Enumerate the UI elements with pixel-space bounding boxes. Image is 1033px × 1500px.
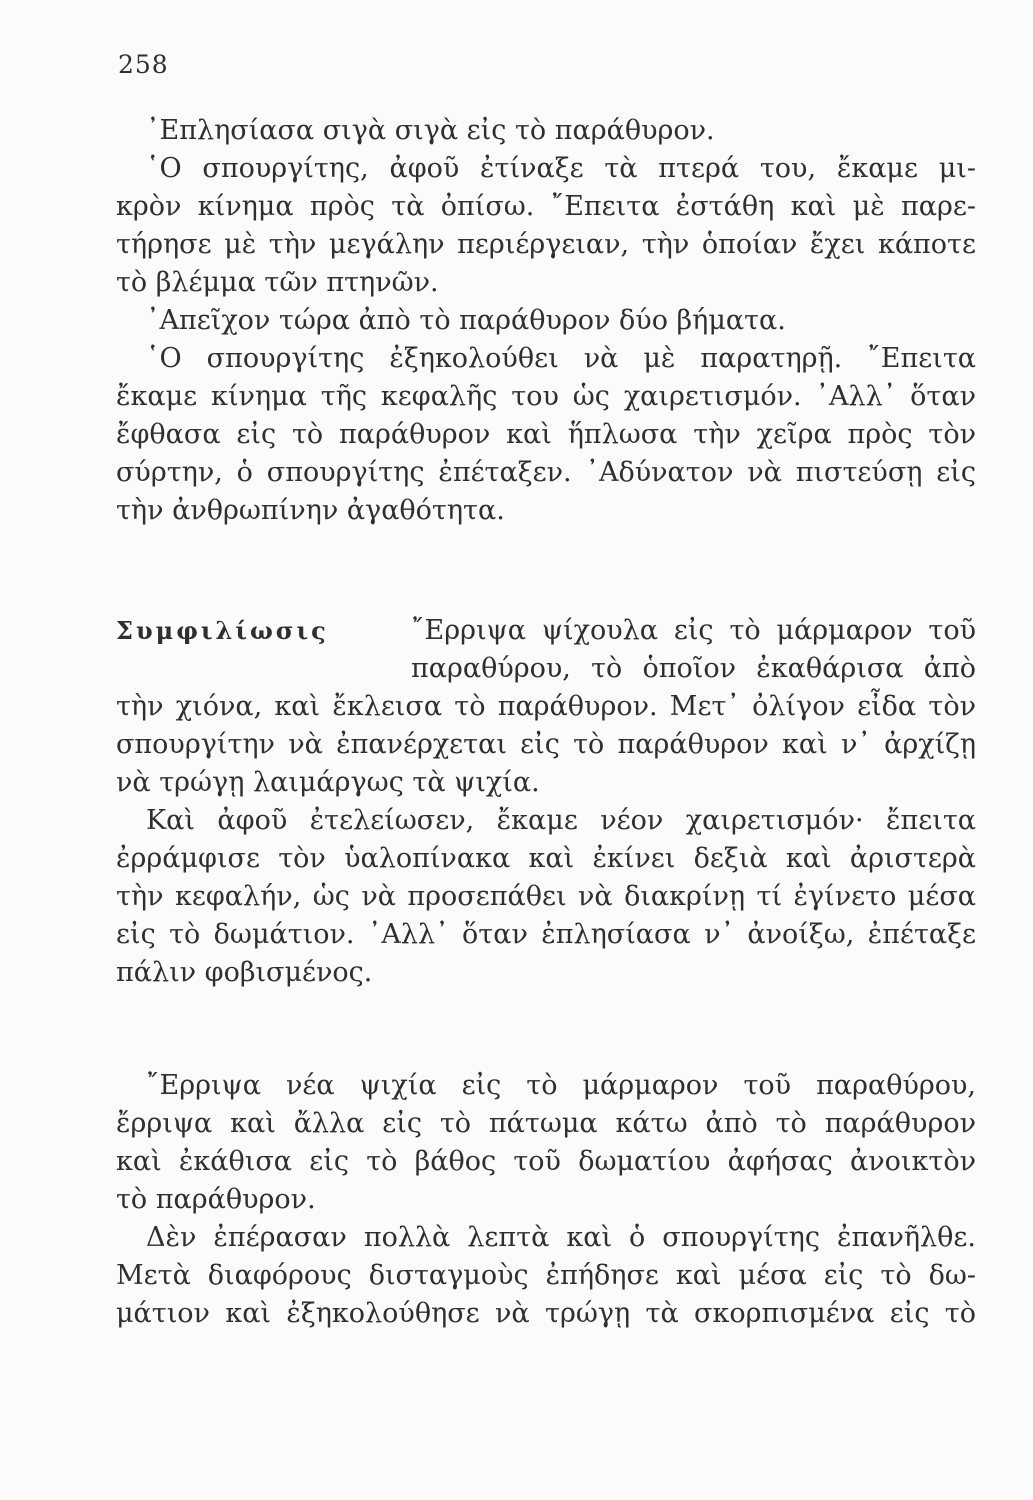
text-line: Δὲν ἐπέρασαν πολλὰ λεπτὰ καὶ ὁ σπουργίτης ἐπανῆλθε. xyxy=(146,1222,976,1253)
text-line: κρὸν κίνημα πρὸς τὰ ὀπίσω. ῎Επειτα ἐστάθη καὶ μὲ παρε- xyxy=(116,191,976,222)
text-line: ἔκαμε κίνημα τῆς κεφαλῆς του ὡς χαιρετισμόν. ᾿Αλλ᾿ ὅταν xyxy=(116,381,976,412)
page-number: 258 xyxy=(118,50,169,79)
text-line: παραθύρου, τὸ ὁποῖον ἐκαθάρισα ἀπὸ xyxy=(411,653,976,684)
section-heading: Συμφιλίωσις xyxy=(116,616,329,645)
text-line: τήρησε μὲ τὴν μεγάλην περιέργειαν, τὴν ὁποίαν ἔχει κάποτε xyxy=(116,229,976,260)
text-line: τὴν κεφαλήν, ὡς νὰ προσεπάθει νὰ διακρίνῃ τί ἐγίνετο μέσα xyxy=(116,881,976,912)
section-3-text xyxy=(116,1067,976,1333)
text-line: πάλιν φοβισμένος. xyxy=(116,957,373,988)
text-line: ἐρράμφισε τὸν ὑαλοπίνακα καὶ ἐκίνει δεξιὰ καὶ ἀριστερὰ xyxy=(116,843,976,874)
text-line: τὴν ἀνθρωπίνην ἀγαθότητα. xyxy=(116,495,505,526)
text-line: ᾿Επλησίασα σιγὰ σιγὰ εἰς τὸ παράθυρον. xyxy=(146,115,715,146)
text-line: νὰ τρώγῃ λαιμάργως τὰ ψιχία. xyxy=(116,767,540,798)
text-line: εἰς τὸ δωμάτιον. ᾿Αλλ᾿ ὅταν ἐπλησίασα ν᾿ ἀνοίξω, ἐπέταξε xyxy=(116,919,976,950)
text-line: σπουργίτην νὰ ἐπανέρχεται εἰς τὸ παράθυρον καὶ ν᾿ ἀρχίζῃ xyxy=(116,729,976,760)
text-line: μάτιον καὶ ἐξηκολούθησε νὰ τρώγῃ τὰ σκορπισμένα εἰς τὸ xyxy=(116,1298,976,1329)
text-line: ῾Ο σπουργίτης ἐξηκολούθει νὰ μὲ παρατηρῇ. ῎Επειτα xyxy=(146,343,976,374)
text-line: καὶ ἐκάθισα εἰς τὸ βάθος τοῦ δωματίου ἀφήσας ἀνοικτὸν xyxy=(116,1146,976,1177)
text-line: Μετὰ διαφόρους δισταγμοὺς ἐπήδησε καὶ μέσα εἰς τὸ δω- xyxy=(116,1260,976,1291)
text-line: ῎Ερριψα νέα ψιχία εἰς τὸ μάρμαρον τοῦ παραθύρου, xyxy=(146,1070,976,1101)
text-line: ῾Ο σπουργίτης, ἀφοῦ ἐτίναξε τὰ πτερά του, ἔκαμε μι- xyxy=(146,153,976,184)
section-1-text xyxy=(116,112,976,530)
text-line: τὴν χιόνα, καὶ ἔκλεισα τὸ παράθυρον. Μετ᾿ ὀλίγον εἶδα τὸν xyxy=(116,691,976,722)
text-line: ᾿Απεῖχον τώρα ἀπὸ τὸ παράθυρον δύο βήματα. xyxy=(146,305,786,336)
text-line: ἔφθασα εἰς τὸ παράθυρον καὶ ἥπλωσα τὴν χεῖρα πρὸς τὸν xyxy=(116,419,976,450)
text-line: σύρτην, ὁ σπουργίτης ἐπέταξεν. ᾿Αδύνατον νὰ πιστεύσῃ εἰς xyxy=(116,457,976,488)
text-line: Καὶ ἀφοῦ ἐτελείωσεν, ἔκαμε νέον χαιρετισμόν· ἔπειτα xyxy=(146,805,976,836)
text-line: ῎Ερριψα ψίχουλα εἰς τὸ μάρμαρον τοῦ xyxy=(411,615,976,646)
section-2-text xyxy=(116,612,976,992)
text-line: τὸ παράθυρον. xyxy=(116,1184,316,1215)
text-line: τὸ βλέμμα τῶν πτηνῶν. xyxy=(116,267,439,298)
text-line: ἔρριψα καὶ ἄλλα εἰς τὸ πάτωμα κάτω ἀπὸ τὸ παράθυρον xyxy=(116,1108,976,1139)
